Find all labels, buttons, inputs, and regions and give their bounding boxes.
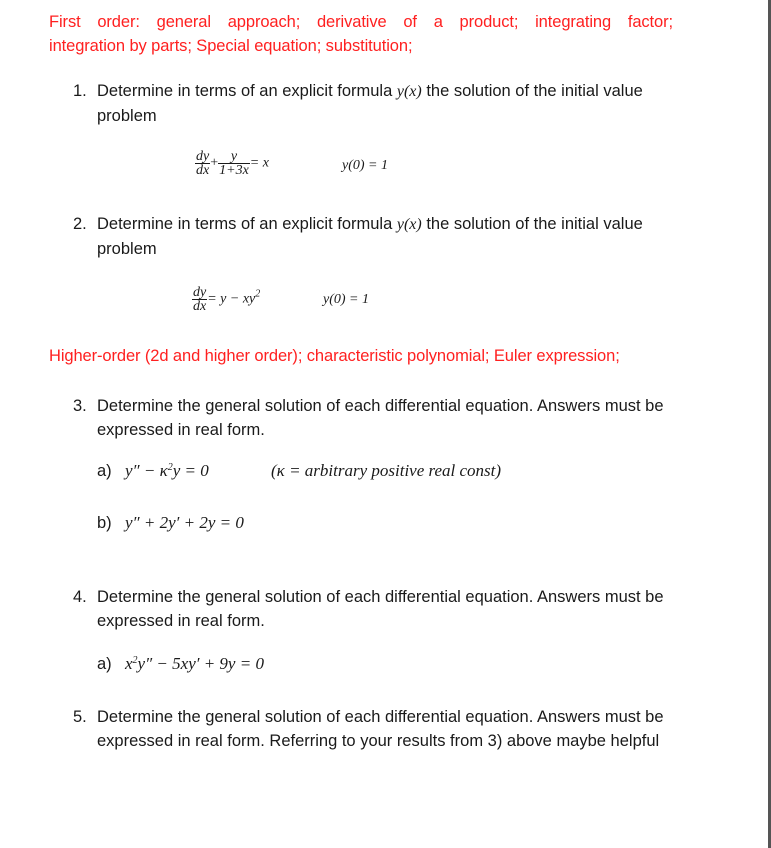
text-part: the solution of the initial value problem bbox=[97, 215, 643, 258]
fraction-dy-dx bbox=[195, 150, 210, 177]
equation-2 bbox=[192, 286, 260, 313]
equation-rhs: = y − xy bbox=[207, 291, 256, 307]
question-4-part-a bbox=[97, 654, 264, 674]
eq-part: y″ − 5xy′ + 9y = 0 bbox=[137, 654, 264, 673]
section-heading-first-order bbox=[49, 10, 673, 58]
question-number: 1. bbox=[73, 82, 87, 100]
exponent: 2 bbox=[167, 462, 173, 473]
question-number: 2. bbox=[73, 215, 87, 233]
question-2 bbox=[73, 212, 675, 261]
question-text: Determine the general solution of each differential equation. Answers must be expressed in real form. Referring to your results from 3) above maybe helpful bbox=[97, 708, 664, 750]
denominator: dx bbox=[196, 163, 210, 178]
denominator: dx bbox=[193, 299, 207, 314]
equation-rhs: = x bbox=[249, 155, 269, 171]
eq-part: y″ − κ bbox=[125, 461, 168, 480]
equation bbox=[125, 461, 209, 480]
question-4 bbox=[73, 585, 675, 633]
equation: y″ + 2y′ + 2y = 0 bbox=[125, 513, 244, 532]
equation bbox=[125, 654, 264, 673]
question-1 bbox=[73, 79, 675, 128]
question-number: 5. bbox=[73, 708, 87, 726]
heading-line-2: integration by parts; Special equation; substitution; bbox=[49, 37, 413, 55]
question-number: 4. bbox=[73, 588, 87, 606]
question-5 bbox=[73, 705, 675, 753]
fraction-y-over bbox=[218, 150, 250, 177]
exponent: 2 bbox=[255, 288, 261, 300]
question-text: Determine the general solution of each differential equation. Answers must be expressed in real form. bbox=[97, 588, 664, 630]
question-3 bbox=[73, 394, 675, 442]
question-text bbox=[97, 212, 675, 261]
question-text: Determine the general solution of each differential equation. Answers must be expressed in real form. bbox=[97, 397, 664, 439]
kappa-note: (κ = arbitrary positive real const) bbox=[271, 461, 502, 480]
part-label: a) bbox=[97, 462, 112, 480]
operator: + bbox=[210, 155, 219, 171]
numerator: dy bbox=[193, 285, 207, 300]
initial-condition-1: y(0) = 1 bbox=[342, 158, 388, 173]
text-part: Determine in terms of an explicit formula bbox=[97, 82, 397, 100]
heading-line-1: First order: general approach; derivative of a product; integrating factor; bbox=[49, 13, 673, 31]
section-heading-higher-order: Higher-order (2d and higher order); characteristic polynomial; Euler expression; bbox=[49, 347, 620, 365]
equation-1 bbox=[195, 150, 269, 177]
initial-condition-2: y(0) = 1 bbox=[323, 292, 369, 307]
part-label: a) bbox=[97, 655, 112, 673]
eq-part: y = 0 bbox=[172, 461, 209, 480]
exponent: 2 bbox=[132, 655, 138, 666]
inline-math: y(x) bbox=[396, 83, 422, 100]
numerator: dy bbox=[196, 149, 210, 164]
question-3-part-b bbox=[97, 513, 244, 533]
inline-math: y(x) bbox=[396, 216, 422, 233]
fraction-dy-dx bbox=[192, 286, 207, 313]
numerator: y bbox=[218, 150, 250, 164]
question-text bbox=[97, 79, 675, 128]
text-part: Determine in terms of an explicit formula bbox=[97, 215, 397, 233]
denominator: 1+3x bbox=[219, 163, 249, 178]
question-3-part-a bbox=[97, 461, 209, 481]
question-number: 3. bbox=[73, 397, 87, 415]
eq-part: x bbox=[125, 654, 133, 673]
text-part: the solution of the initial value problem bbox=[97, 82, 643, 125]
part-label: b) bbox=[97, 514, 112, 532]
